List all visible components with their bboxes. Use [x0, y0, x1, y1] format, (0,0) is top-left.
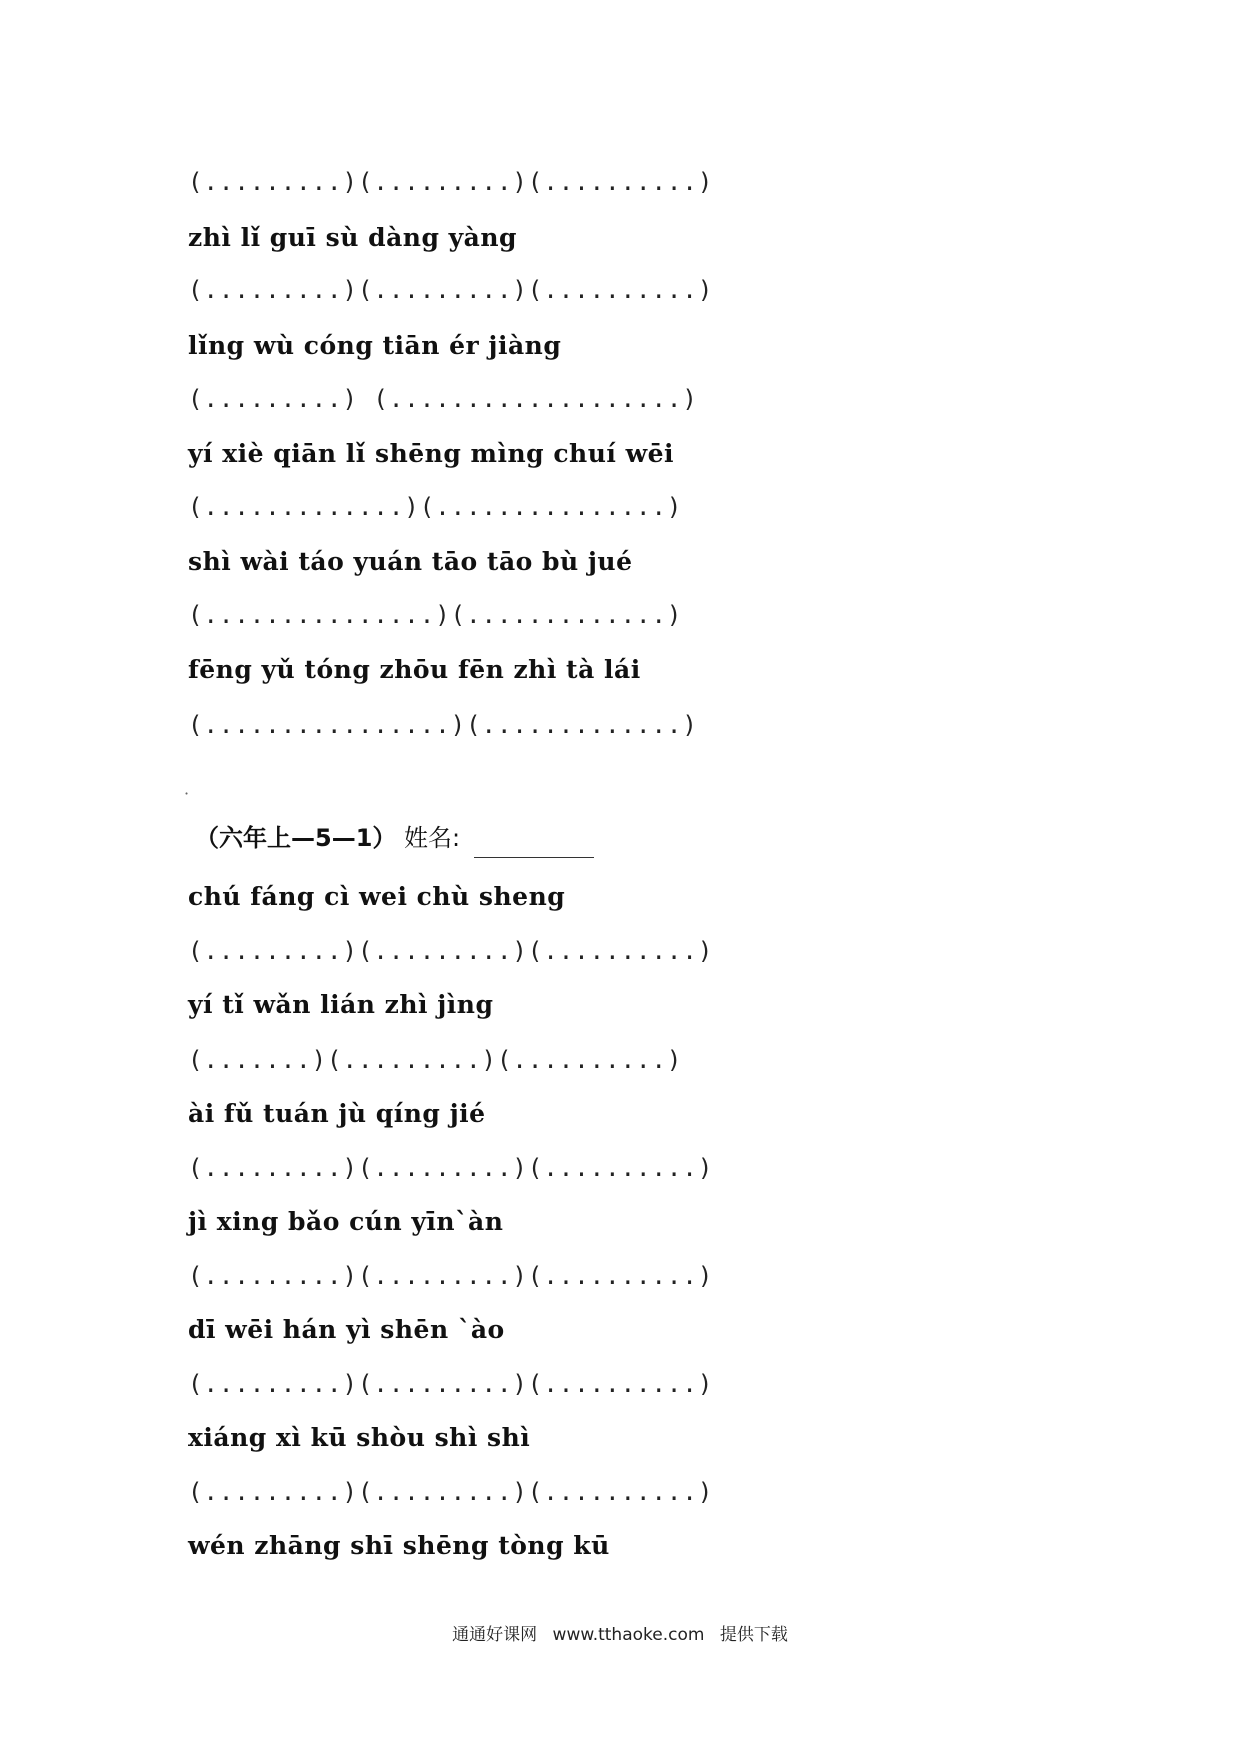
answer-blanks-row: (................)(.............) [188, 711, 698, 739]
pinyin-row: dī wēi hán yì shēn `ào [188, 1315, 505, 1344]
answer-blanks-row: (.........)(.........)(..........) [188, 1370, 714, 1398]
pinyin-row: shì wài táo yuán tāo tāo bù jué [188, 547, 633, 576]
answer-blanks-row: (.........)(.........)(..........) [188, 1154, 714, 1182]
pinyin-row: yí tǐ wǎn lián zhì jìng [188, 990, 494, 1019]
pinyin-row: yí xiè qiān lǐ shēng mìng chuí wēi [188, 439, 675, 468]
pinyin-row: lǐng wù cóng tiān ér jiàng [188, 331, 562, 360]
name-field[interactable] [474, 829, 594, 858]
answer-blanks-row: (.........) (...................) [188, 385, 698, 413]
answer-blanks-row: (.......)(.........)(..........) [188, 1046, 683, 1074]
answer-blanks-row: (.............)(...............) [188, 493, 683, 521]
name-label: 姓名: [404, 824, 461, 852]
footer-suffix: 提供下载 [719, 1625, 788, 1645]
pinyin-row: chú fáng cì wei chù sheng [188, 882, 566, 911]
footer [0, 1620, 1240, 1645]
pinyin-row: jì xing bǎo cún yīn`àn [188, 1207, 504, 1236]
footer-url[interactable]: www.tthaoke.com [552, 1625, 705, 1645]
pinyin-row: xiáng xì kū shòu shì shì [188, 1423, 531, 1452]
answer-blanks-row: (.........)(.........)(..........) [188, 1262, 714, 1290]
pinyin-row: fēng yǔ tóng zhōu fēn zhì tà lái [188, 655, 641, 684]
stray-mark: · [184, 784, 190, 803]
answer-blanks-row: (.........)(.........)(..........) [188, 168, 714, 196]
answer-blanks-row: (.........)(.........)(..........) [188, 276, 714, 304]
pinyin-row: wén zhāng shī shēng tòng kū [188, 1531, 610, 1560]
worksheet-header [195, 818, 594, 858]
answer-blanks-row: (.........)(.........)(..........) [188, 937, 714, 965]
pinyin-row: zhì lǐ guī sù dàng yàng [188, 223, 518, 252]
pinyin-row: ài fǔ tuán jù qíng jié [188, 1099, 486, 1128]
answer-blanks-row: (.........)(.........)(..........) [188, 1478, 714, 1506]
worksheet-code: （六年上—5—1） [195, 824, 397, 852]
answer-blanks-row: (...............)(.............) [188, 601, 683, 629]
footer-site-name: 通通好课网 [452, 1625, 538, 1645]
